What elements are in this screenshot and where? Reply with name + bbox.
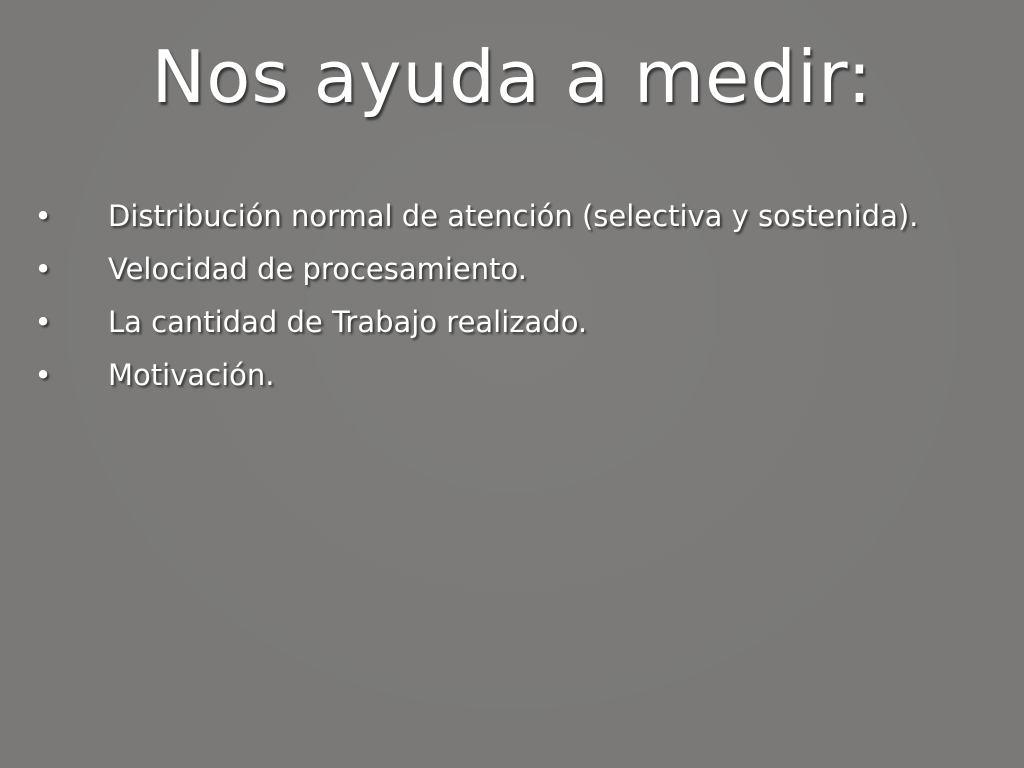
bullet-text: Distribución normal de atención (selectiva y sostenida). bbox=[108, 199, 919, 233]
bullet-icon: • bbox=[34, 199, 52, 233]
bullet-icon: • bbox=[34, 358, 52, 392]
bullet-list bbox=[28, 190, 1008, 402]
bullet-icon: • bbox=[34, 305, 52, 339]
bullet-item bbox=[28, 349, 1008, 402]
bullet-item bbox=[28, 296, 1008, 349]
slide-title: Nos ayuda a medir: bbox=[151, 35, 873, 119]
bullet-text: Motivación. bbox=[108, 358, 275, 392]
bullet-item bbox=[28, 243, 1008, 296]
bullet-text: La cantidad de Trabajo realizado. bbox=[108, 305, 588, 339]
bullet-item bbox=[28, 190, 1008, 243]
bullet-text: Velocidad de procesamiento. bbox=[108, 252, 527, 286]
bullet-icon: • bbox=[34, 252, 52, 286]
